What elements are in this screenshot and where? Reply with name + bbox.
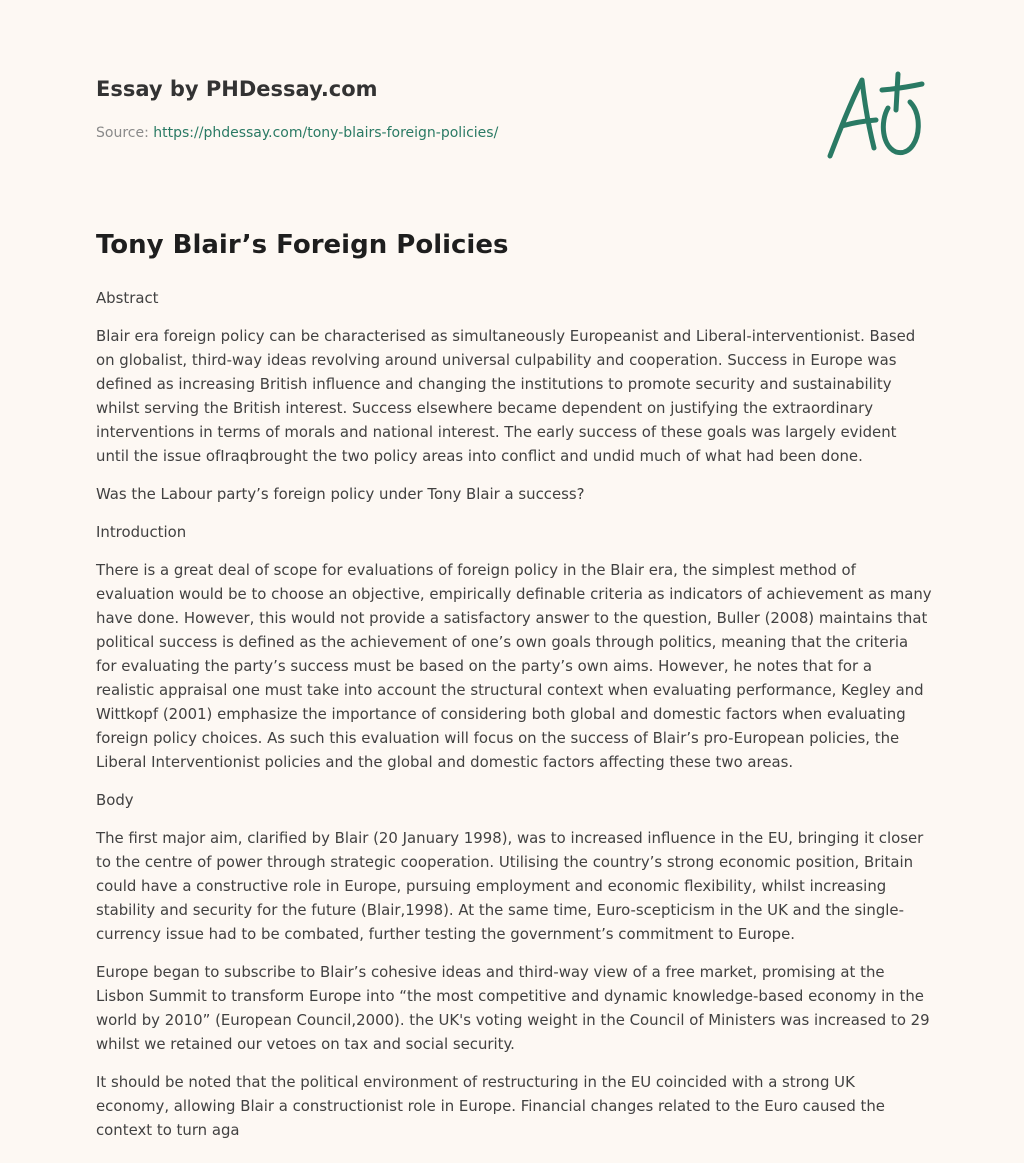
body-paragraph: It should be noted that the political environment of restructuring in the EU coincided with a strong UK economy, allowing Blair a constructionist role in Europe. Financial changes related to the Euro caused the context to turn aga (96, 1073, 885, 1139)
source-label: Source: (96, 125, 149, 141)
introduction-paragraph: There is a great deal of scope for evaluations of foreign policy in the Blair era, the simplest method of evaluation would be to choose an objective, empirically definable criteria as indicators of achievement as many have done. However, this would not provide a satisfactory answer to the question, Buller (2008) maintains that political success is defined as the achievement of one’s own goals through politics, meaning that the criteria for evaluating the party’s success must be based on the party’s own aims. However, he notes that for a realistic appraisal one must take into account the structural context when evaluating performance, Kegley and Wittkopf (2001) emphasize the importance of considering both global and domestic factors when evaluating foreign policy choices. As such this evaluation will focus on the success of Blair’s pro-European policies, the Liberal Interventionist policies and the global and domestic factors affecting these two areas. (96, 561, 932, 771)
section-heading-introduction: Introduction (96, 523, 187, 541)
abstract-paragraph: Blair era foreign policy can be characterised as simultaneously Europeanist and Liberal-interventionist. Based on globalist, third-way ideas revolving around universal culpability and cooperation. Success in Europe was defined as increasing British influence and changing the institutions to promote security and sustainability whilst serving the British interest. Success elsewhere became dependent on justifying the extraordinary interventions in terms of morals and national interest. The early success of these goals was largely evident until the issue ofIraqbrought the two policy areas into conflict and undid much of what had been done. (96, 327, 916, 465)
source-line (96, 123, 928, 143)
body-paragraph: Europe began to subscribe to Blair’s cohesive ideas and third-way view of a free market, promising at the Lisbon Summit to transform Europe into “the most competitive and dynamic knowledge-based economy in the world by 2010” (European Council,2000). the UK's voting weight in the Council of Ministers was increased to 29 whilst we retained our vetoes on tax and social security. (96, 963, 930, 1053)
section-heading-abstract: Abstract (96, 289, 159, 307)
page-title: Tony Blair’s Foreign Policies (96, 230, 509, 260)
essay-header (96, 74, 928, 143)
research-question: Was the Labour party’s foreign policy under Tony Blair a success? (96, 485, 585, 503)
brand-name: Essay by PHDessay.com (96, 77, 378, 101)
source-link[interactable]: https://phdessay.com/tony-blairs-foreign-policies/ (153, 125, 499, 141)
a-plus-logo-icon (822, 68, 926, 164)
body-paragraph: The first major aim, clarified by Blair (20 January 1998), was to increased influence in the EU, bringing it closer to the centre of power through strategic cooperation. Utilising the country’s strong economic position, Britain could have a constructive role in Europe, pursuing employment and economic flexibility, whilst increasing stability and security for the future (Blair,1998). At the same time, Euro-scepticism in the UK and the single-currency issue had to be combated, further testing the government’s commitment to Europe. (96, 829, 924, 943)
essay-body (96, 286, 932, 1156)
section-heading-body: Body (96, 791, 134, 809)
